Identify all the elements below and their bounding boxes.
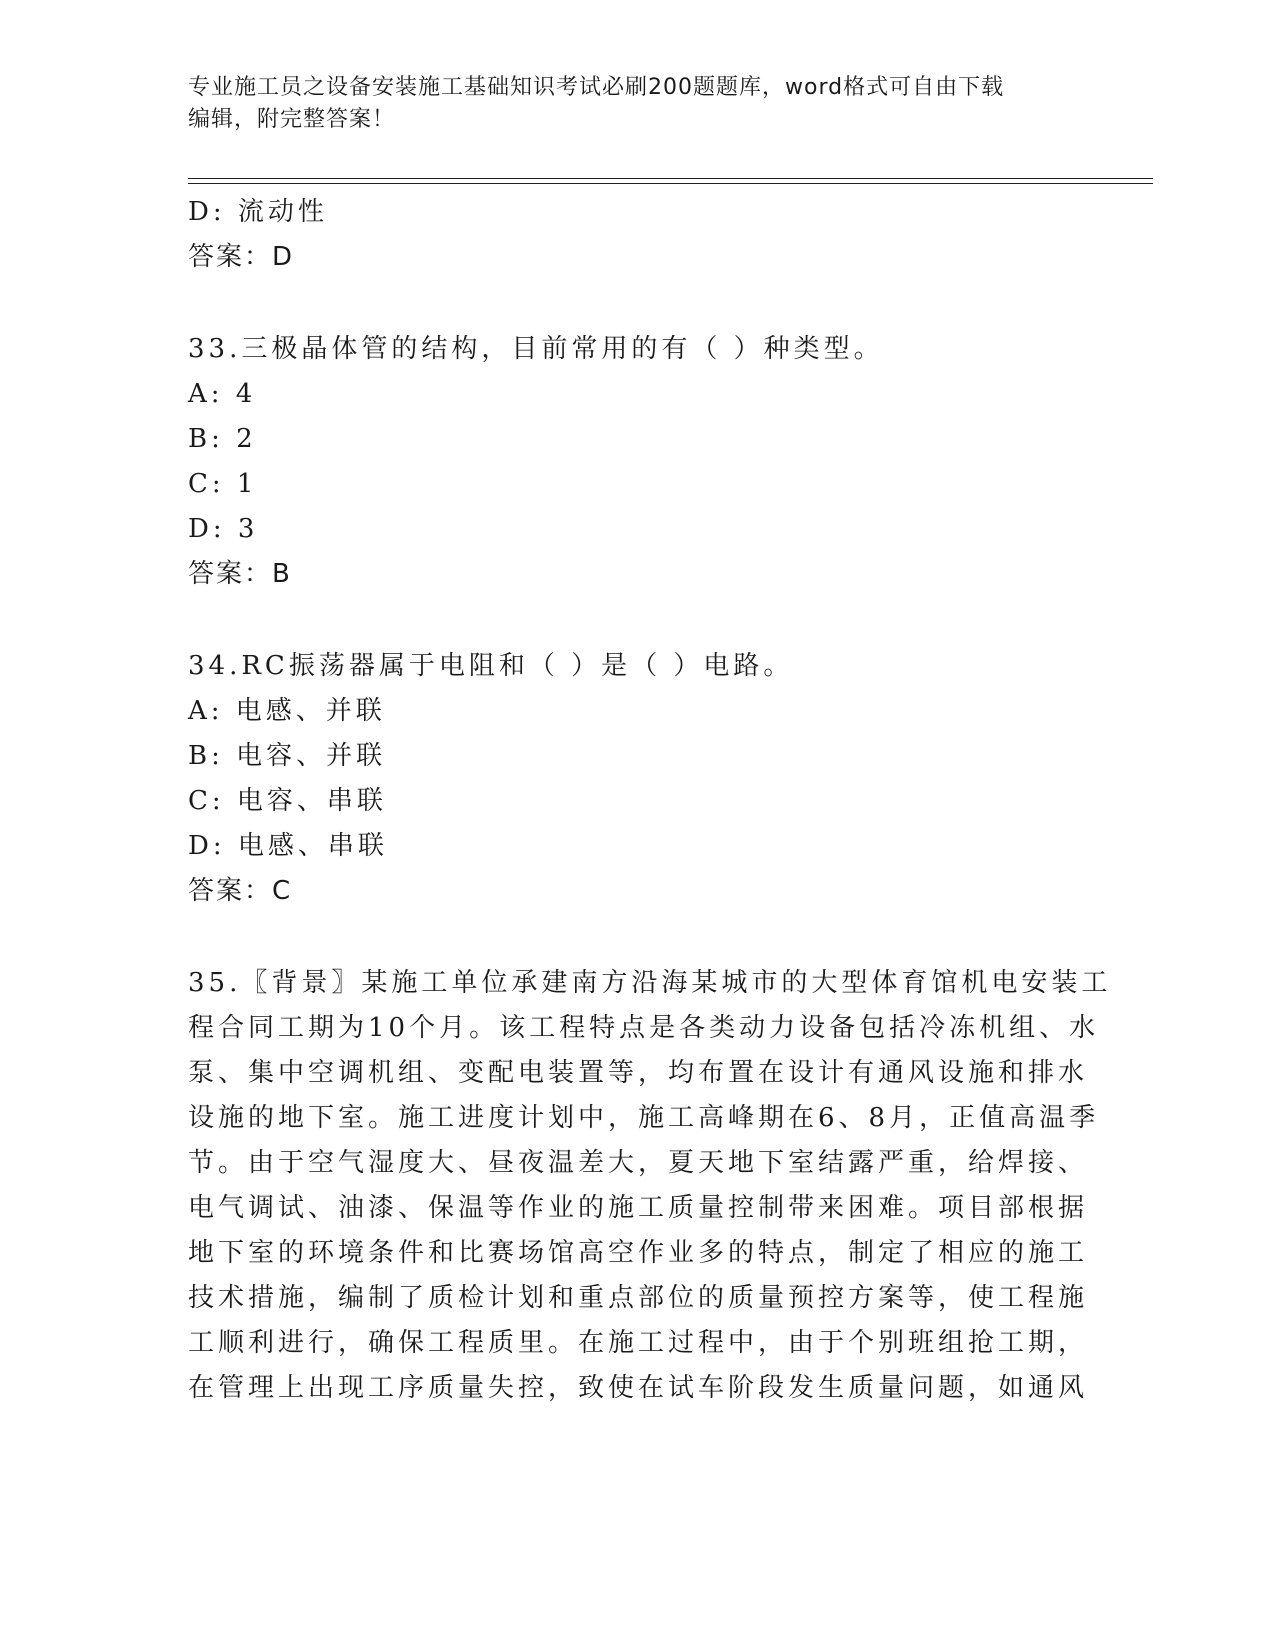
- header-divider-top: [188, 178, 1153, 179]
- q35-line: 地下室的环境条件和比赛场馆高空作业多的特点，制定了相应的施工: [188, 1238, 1089, 1268]
- q34-option-d: D: 电感、串联: [188, 831, 388, 861]
- header-line-2: 编辑，附完整答案！: [188, 107, 396, 132]
- q33-option-b: B: 2: [188, 424, 257, 454]
- q33-option-a: A: 4: [188, 379, 257, 409]
- q33-answer: 答案：B: [188, 559, 292, 589]
- header-line-1: 专业施工员之设备安装施工基础知识考试必刷200题题库，word格式可自由下载: [188, 75, 1005, 100]
- spacer: [188, 597, 1068, 644]
- q34-option-a: A: 电感、并联: [188, 696, 386, 726]
- header-divider-bottom: [188, 183, 1153, 184]
- q35-passage: [188, 961, 1112, 1411]
- q33-option-c: C: 1: [188, 469, 258, 499]
- q34-answer: 答案：C: [188, 876, 293, 906]
- q35-line: 35.〖背景〗某施工单位承建南方沿海某城市的大型体育馆机电安装工: [188, 968, 1112, 998]
- q35-line: 设施的地下室。施工进度计划中，施工高峰期在6、8月，正值高温季: [188, 1103, 1100, 1133]
- document-header: [188, 72, 1088, 136]
- q35-line: 在管理上出现工序质量失控，致使在试车阶段发生质量问题，如通风: [188, 1373, 1089, 1403]
- q32-option-d: D: 流动性: [188, 197, 328, 227]
- spacer: [188, 280, 1068, 327]
- q34-option-c: C: 电容、串联: [188, 786, 387, 816]
- q35-line: 工顺利进行，确保工程质里。在施工过程中，由于个别班组抢工期，: [188, 1328, 1089, 1358]
- question-list: [188, 190, 1112, 1411]
- q33-stem: 33.三极晶体管的结构，目前常用的有（ ）种类型。: [188, 334, 884, 364]
- spacer: [188, 914, 1068, 961]
- q35-line: 节。由于空气湿度大、昼夜温差大，夏天地下室结露严重，给焊接、: [188, 1148, 1089, 1178]
- q34-stem: 34.RC振荡器属于电阻和（ ）是（ ）电路。: [188, 651, 794, 681]
- q35-line: 泵、集中空调机组、变配电装置等，均布置在设计有通风设施和排水: [188, 1058, 1089, 1088]
- q33-option-d: D: 3: [188, 514, 259, 544]
- q34-option-b: B: 电容、并联: [188, 741, 387, 771]
- q32-answer: 答案：D: [188, 242, 295, 272]
- q35-line: 电气调试、油漆、保温等作业的施工质量控制带来困难。项目部根据: [188, 1193, 1089, 1223]
- q35-line: 技术措施，编制了质检计划和重点部位的质量预控方案等，使工程施: [188, 1283, 1089, 1313]
- q35-line: 程合同工期为10个月。该工程特点是各类动力设备包括冷冻机组、水: [188, 1013, 1100, 1043]
